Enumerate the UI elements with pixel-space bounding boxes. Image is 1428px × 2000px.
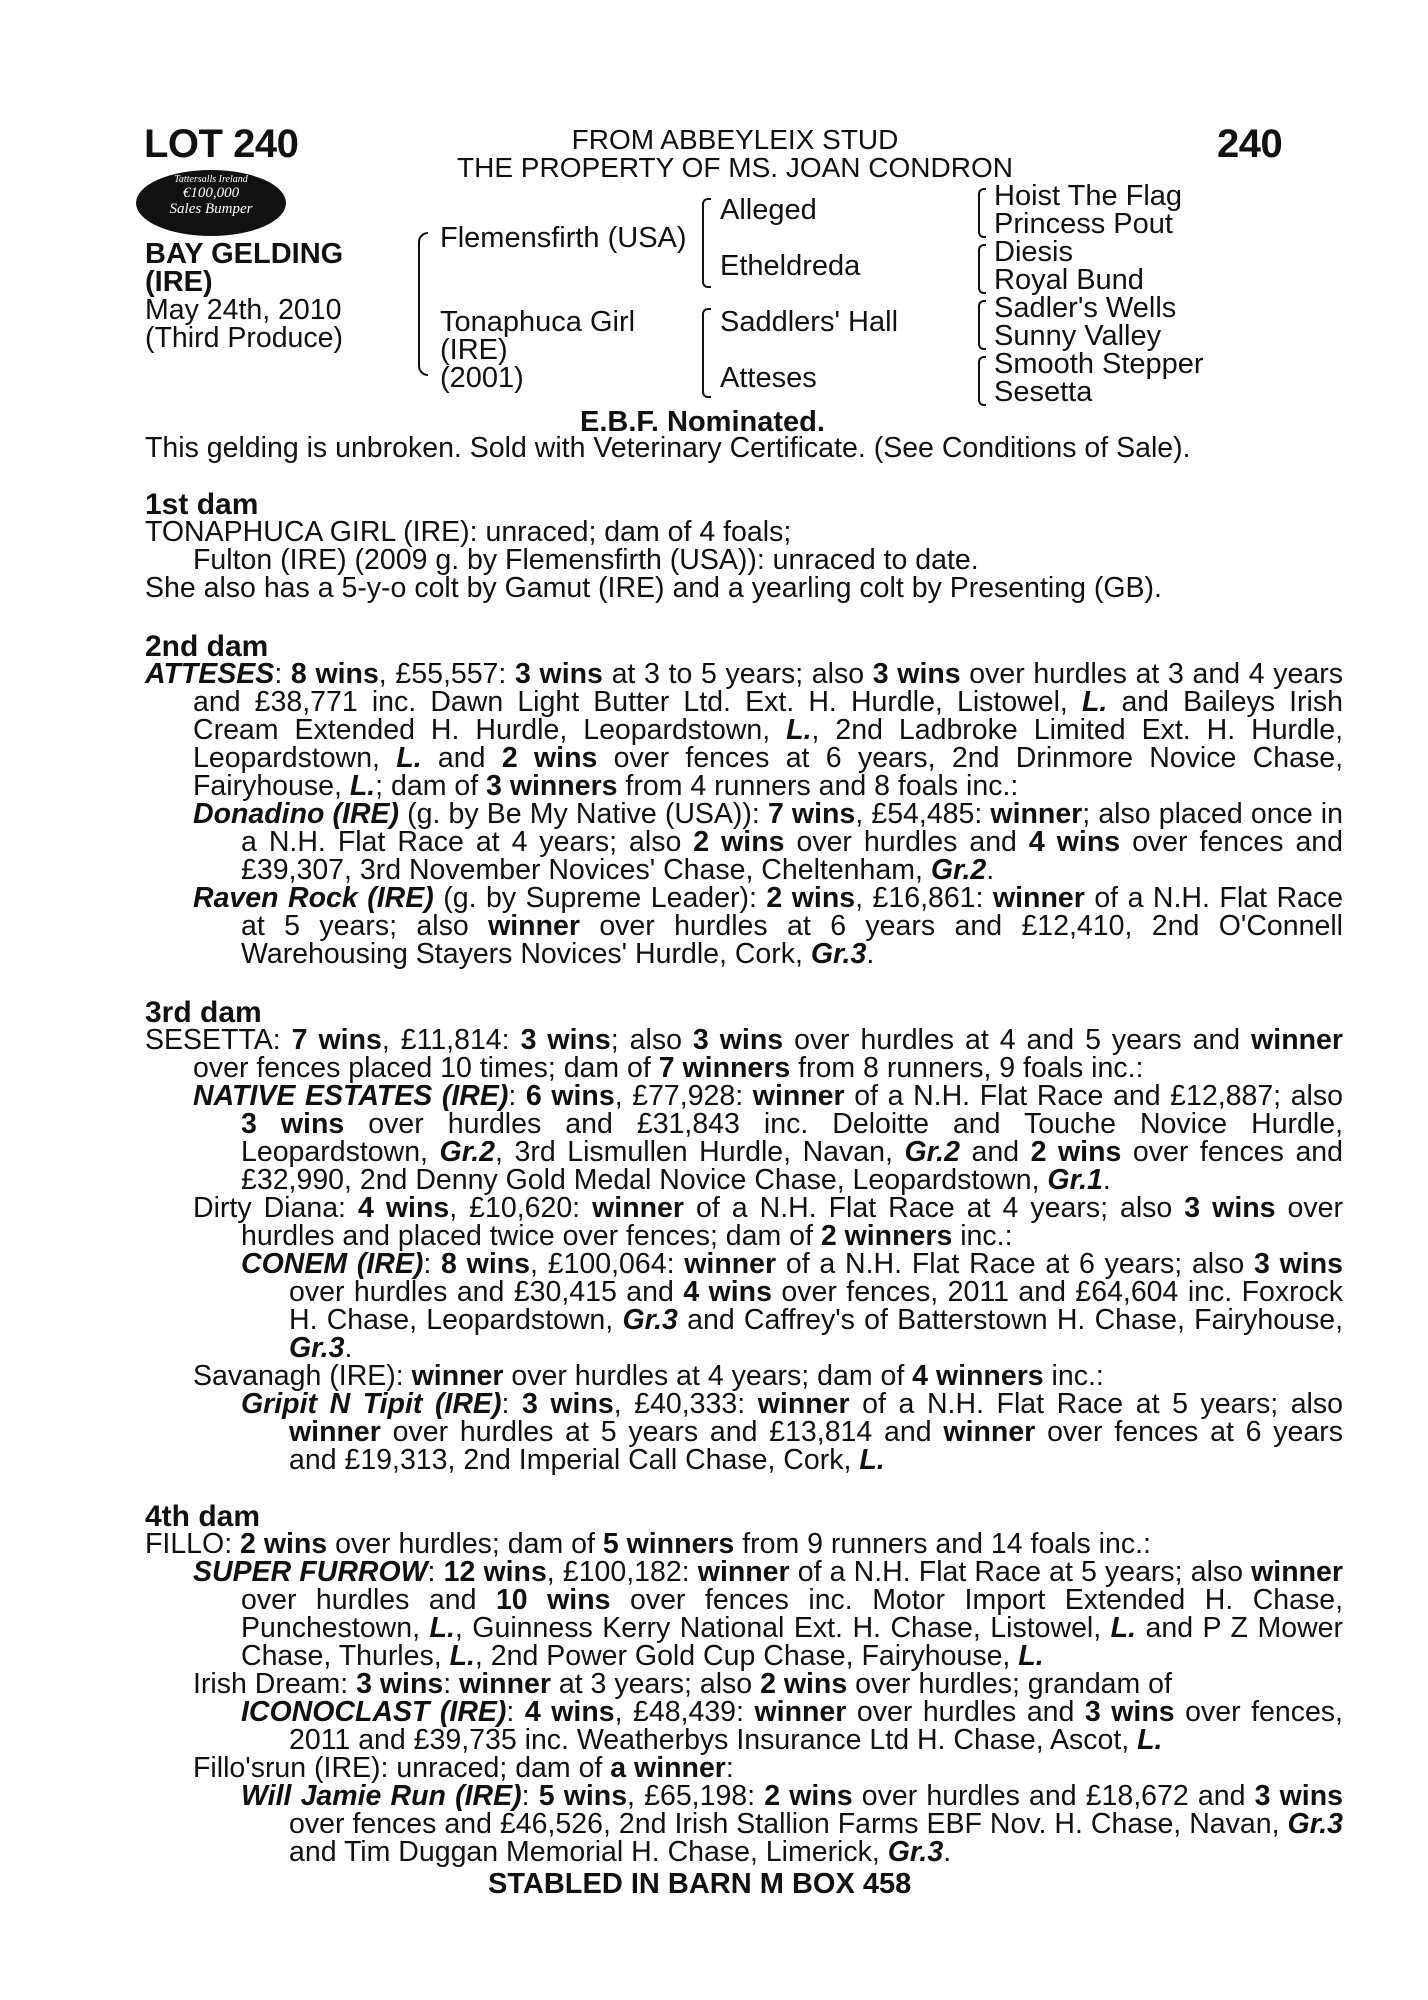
fourth-dam-heading: 4th dam (145, 1500, 261, 1533)
pedigree-dds: Smooth Stepper (994, 348, 1204, 380)
pedigree-sd: Etheldreda (720, 250, 861, 282)
pedigree-dam-2: (IRE) (440, 334, 508, 366)
stabled-location: STABLED IN BARN M BOX 458 (488, 1868, 912, 1900)
pedigree-brace-4b (978, 244, 986, 294)
vendor-name: FROM ABBEYLEIX STUD (571, 124, 899, 155)
third-dam-sesetta: SESETTA: 7 wins, £11,814: 3 wins; also 3 wins over hurdles at 4 and 5 years and winner over fences placed 10 times; dam of 7 winners from 8 runners, 9 foals inc.: (145, 1024, 1343, 1084)
vendor-property: THE PROPERTY OF MS. JOAN CONDRON (457, 152, 1013, 183)
fourth-dam-will-jamie-run: Will Jamie Run (IRE): 5 wins, £65,198: 2 wins over hurdles and £18,672 and 3 wins over fences and £46,526, 2nd Irish Stallion Farms EBF Nov. H. Chase, Navan, Gr.3 and Tim Duggan Memorial H. Chase, Limerick, Gr.3. (241, 1780, 1343, 1868)
first-dam-text: TONAPHUCA GIRL (IRE): unraced; dam of 4 foals; Fulton (IRE) (2009 g. by Flemensfirth (USA)): unraced to date. She also has a 5-y-o colt by Gamut (IRE) and a yearling colt by Presenting (GB). (145, 516, 1162, 604)
second-dam-atteses: ATTESES: 8 wins, £55,557: 3 wins at 3 to 5 years; also 3 wins over hurdles at 3 and 4 years and £38,771 inc. Dawn Light Butter Ltd. Ext. H. Hurdle, Listowel, L. and Baileys Irish Cream Extended H. Hurdle, Leopardstown, L., 2nd Ladbroke Limited Ext. H. Hurdle, Leopardstown, L. and 2 wins over fences at 6 years, 2nd Drinmore Novice Chase, Fairyhouse, L.; dam of 3 winners from 4 runners and 8 foals inc.: (145, 658, 1343, 802)
sale-note: This gelding is unbroken. Sold with Veterinary Certificate. (See Conditions of Sale). (145, 432, 1191, 464)
badge-amount: €100,000 (182, 185, 240, 201)
fourth-dam-super-furrow: SUPER FURROW: 12 wins, £100,182: winner of a N.H. Flat Race at 5 years; also winner over hurdles and 10 wins over fences inc. Motor Import Extended H. Chase, Punchestown, L., Guinness Kerry National Ext. H. Chase, Listowel, L. and P Z Mower Chase, Thurles, L., 2nd Power Gold Cup Chase, Fairyhouse, L. (193, 1556, 1343, 1672)
second-dam-raven-rock: Raven Rock (IRE) (g. by Supreme Leader): 2 wins, £16,861: winner of a N.H. Flat Race at 5 years; also winner over hurdles at 6 years and £12,410, 2nd O'Connell Warehousing Stayers Novices' Hurdle, Cork, Gr.3. (193, 882, 1343, 970)
pedigree-sss: Hoist The Flag (994, 180, 1183, 212)
badge-name: Sales Bumper (169, 201, 253, 217)
second-dam-heading: 2nd dam (145, 630, 269, 663)
pedigree-dd: Atteses (720, 362, 817, 394)
pedigree-dam-1: Tonaphuca Girl (440, 306, 636, 338)
pedigree-ss: Alleged (720, 194, 817, 226)
fourth-dam-fillosrun: Fillo'srun (IRE): unraced; dam of a winner: (193, 1752, 734, 1784)
badge-org: Tattersalls Ireland (174, 174, 248, 185)
pedigree-brace-4a (978, 188, 986, 238)
pedigree-brace-main (418, 232, 428, 376)
pedigree-brace-4c (978, 300, 986, 350)
fourth-dam-irish-dream: Irish Dream: 3 wins: winner at 3 years; also 2 wins over hurdles; grandam of (193, 1668, 1172, 1700)
pedigree-ddd: Sesetta (994, 376, 1093, 408)
third-dam-native-estates: NATIVE ESTATES (IRE): 6 wins, £77,928: winner of a N.H. Flat Race and £12,887; also 3 wins over hurdles and £31,843 inc. Deloitte and Touche Novice Hurdle, Leopardstown, Gr.2, 3rd Lismullen Hurdle, Navan, Gr.2 and 2 wins over fences and £32,990, 2nd Denny Gold Medal Novice Chase, Leopardstown, Gr.1. (193, 1080, 1344, 1196)
ebf-nominated: E.B.F. Nominated. (580, 406, 825, 438)
pedigree-ds: Saddlers' Hall (720, 306, 899, 338)
pedigree-brace-4d (978, 356, 986, 406)
pedigree-ssd: Princess Pout (994, 208, 1173, 240)
first-dam-heading: 1st dam (145, 488, 259, 521)
fourth-dam-fillo: FILLO: 2 wins over hurdles; dam of 5 winners from 9 runners and 14 foals inc.: (145, 1528, 1151, 1560)
third-dam-savanagh: Savanagh (IRE): winner over hurdles at 4 years; dam of 4 winners inc.: (193, 1360, 1104, 1392)
lot-label: LOT 240 (144, 122, 299, 166)
pedigree-sdd: Royal Bund (994, 264, 1144, 296)
pedigree-brace-sire (702, 198, 711, 288)
pedigree-sds: Diesis (994, 236, 1073, 268)
fourth-dam-iconoclast: ICONOCLAST (IRE): 4 wins, £48,439: winner over hurdles and 3 wins over fences, 2011 and £39,735 inc. Weatherbys Insurance Ltd H. Chase, Ascot, L. (241, 1696, 1343, 1756)
lot-number: 240 (1217, 122, 1283, 166)
horse-produce: (Third Produce) (145, 322, 343, 354)
third-dam-gripit: Gripit N Tipit (IRE): 3 wins, £40,333: winner of a N.H. Flat Race at 5 years; also winner over hurdles at 5 years and £13,814 and winner over fences at 6 years and £19,313, 2nd Imperial Call Chase, Cork, L. (241, 1388, 1344, 1476)
third-dam-conem: CONEM (IRE): 8 wins, £100,064: winner of a N.H. Flat Race at 6 years; also 3 wins over hurdles and £30,415 and 4 wins over fences, 2011 and £64,604 inc. Foxrock H. Chase, Leopardstown, Gr.3 and Caffrey's of Batterstown H. Chase, Fairyhouse, Gr.3. (241, 1248, 1343, 1364)
horse-country: (IRE) (145, 266, 213, 298)
pedigree-brace-dam (702, 308, 711, 398)
pedigree-dss: Sadler's Wells (994, 292, 1177, 324)
pedigree-dsd: Sunny Valley (994, 320, 1162, 352)
pedigree-dam-3: (2001) (440, 362, 524, 394)
second-dam-donadino: Donadino (IRE) (g. by Be My Native (USA)): 7 wins, £54,485: winner; also placed once in a N.H. Flat Race at 4 years; also 2 wins over hurdles and 4 wins over fences and £39,307, 3rd November Novices' Chase, Cheltenham, Gr.2. (193, 798, 1344, 886)
third-dam-dirty-diana: Dirty Diana: 4 wins, £10,620: winner of a N.H. Flat Race at 4 years; also 3 wins over hurdles and placed twice over fences; dam of 2 winners inc.: (193, 1192, 1343, 1252)
sales-bumper-badge (136, 170, 286, 236)
horse-dob: May 24th, 2010 (145, 294, 342, 326)
third-dam-heading: 3rd dam (145, 996, 262, 1029)
horse-sex: BAY GELDING (145, 238, 344, 270)
pedigree-sire: Flemensfirth (USA) (440, 222, 687, 254)
